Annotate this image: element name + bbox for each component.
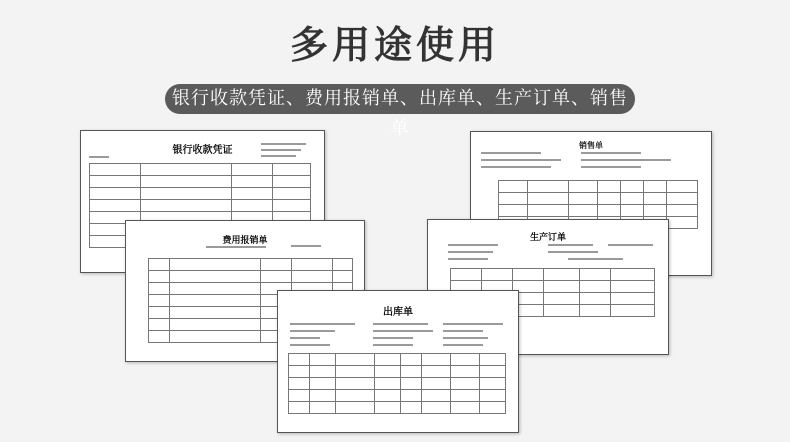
page-title: 多用途使用: [289, 23, 500, 67]
sales-title: 销售单: [579, 141, 603, 150]
production-order-title: 生产订单: [529, 233, 566, 243]
expense-title: 费用报销单: [222, 236, 268, 246]
subtitle-pill: 银行收款凭证、费用报销单、出库单、生产订单、销售单: [165, 84, 635, 114]
outbound-table: [288, 353, 506, 414]
header-banner: [0, 0, 790, 139]
bank-receipt-title: 银行收款凭证: [172, 145, 233, 156]
outbound-title: 出库单: [383, 307, 413, 318]
outbound-form: [277, 290, 519, 433]
